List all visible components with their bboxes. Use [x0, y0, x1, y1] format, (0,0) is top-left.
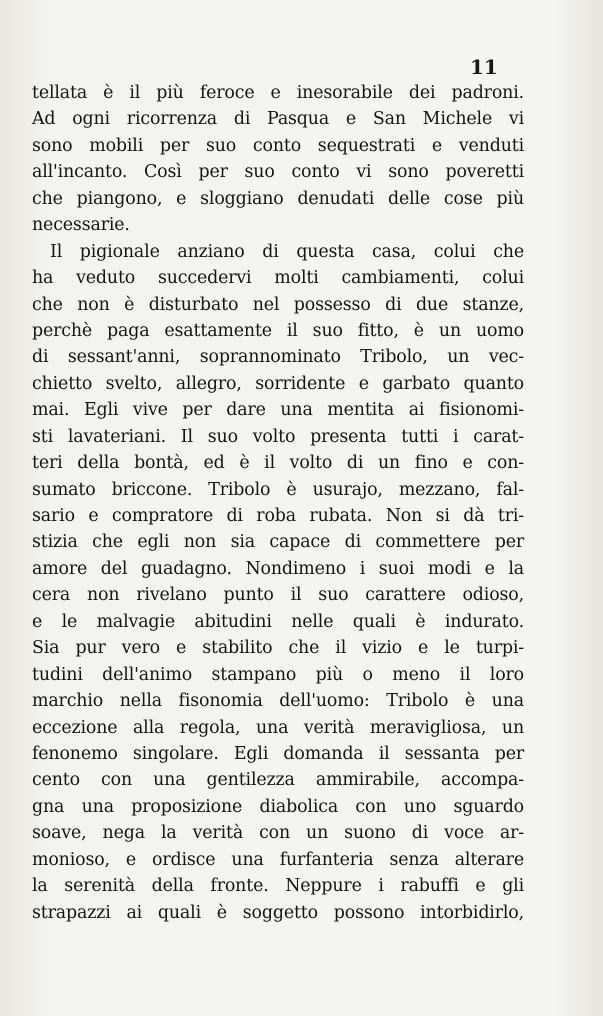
- text-line: chietto svelto, allegro, sorridente e garbato quanto: [32, 373, 524, 394]
- text-line: Il pigionale anziano di questa casa, colui che: [50, 241, 524, 262]
- text-line: eccezione alla regola, una verità meravigliosa, un: [32, 717, 524, 738]
- text-line: la serenità della fronte. Neppure i rabuffi e gli: [32, 876, 524, 897]
- text-line: soave, nega la verità con un suono di voce ar-: [32, 823, 524, 844]
- text-line: marchio nella fisonomia dell'uomo: Tribolo è una: [32, 691, 524, 712]
- text-line: fenonemo singolare. Egli domanda il sessanta per: [32, 743, 524, 764]
- text-line: amore del guadagno. Nondimeno i suoi modi e la: [32, 558, 524, 579]
- text-line: tudini dell'animo stampano più o meno il loro: [32, 664, 524, 685]
- text-line: mai. Egli vive per dare una mentita ai fisionomi-: [32, 400, 524, 421]
- text-line: sumato briccone. Tribolo è usurajo, mezzano, fal-: [32, 479, 524, 500]
- text-line: Ad ogni ricorrenza di Pasqua e San Michele vi: [32, 109, 524, 130]
- text-line: tellata è il più feroce e inesorabile dei padroni.: [32, 83, 524, 103]
- page-number: 11: [470, 55, 498, 79]
- text-line: cento con una gentilezza ammirabile, accompa-: [32, 770, 524, 791]
- text-line: all'incanto. Così per suo conto vi sono poveretti: [32, 162, 524, 183]
- text-line: perchè paga esattamente il suo fitto, è un uomo: [32, 320, 524, 341]
- text-line: e le malvagie abitudini nelle quali è indurato.: [32, 611, 524, 632]
- text-line: teri della bontà, ed è il volto di un fino e con-: [32, 453, 524, 474]
- text-line: sario e compratore di roba rubata. Non si dà tri-: [32, 506, 524, 526]
- text-line: sti lavateriani. Il suo volto presenta tutti i carat-: [32, 426, 524, 447]
- text-line: stizia che egli non sia capace di commettere per: [32, 532, 524, 553]
- text-line: necessarie.: [32, 215, 130, 236]
- text-line: strapazzi ai quali è soggetto possono intorbidirlo,: [32, 902, 524, 923]
- text-line: che piangono, e sloggiano denudati delle cose più: [32, 188, 524, 209]
- text-line: che non è disturbato nel possesso di due stanze,: [32, 294, 524, 315]
- text-line: ha veduto succedervi molti cambiamenti, colui: [32, 268, 524, 289]
- text-line: di sessant'anni, soprannominato Tribolo, un vec-: [32, 347, 524, 368]
- text-line: Sia pur vero e stabilito che il vizio e le turpi-: [32, 638, 524, 659]
- text-line: sono mobili per suo conto sequestrati e venduti: [32, 135, 524, 156]
- text-line: gna una proposizione diabolica con uno sguardo: [32, 796, 524, 817]
- text-line: cera non rivelano punto il suo carattere odioso,: [32, 585, 524, 606]
- body-text: [32, 80, 524, 926]
- text-line: monioso, e ordisce una furfanteria senza alterare: [32, 849, 524, 870]
